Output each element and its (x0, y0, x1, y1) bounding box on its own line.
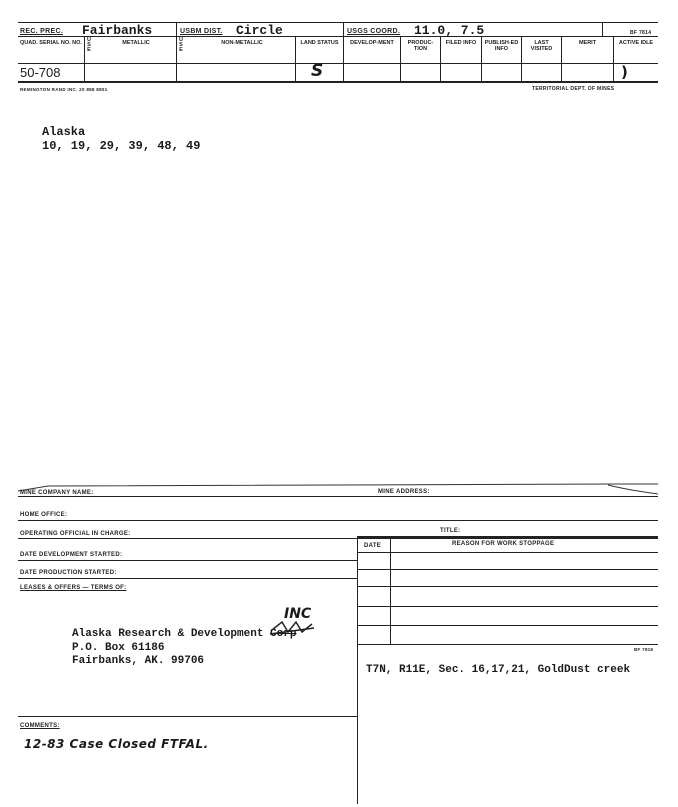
rec-prec-value: Fairbanks (82, 23, 153, 38)
col-land-status: LAND STATUS (300, 40, 339, 46)
address-line-2: P.O. Box 61186 (72, 642, 165, 654)
mine-address-label: MINE ADDRESS: (378, 489, 430, 495)
footer-left: REMINGTON RAND INC. 20 888 8801 (20, 87, 108, 92)
reason-col-label: REASON FOR WORK STOPPAGE (452, 541, 555, 547)
col-production: PRODUC-TION (407, 40, 434, 52)
handwritten-inc: INC (284, 606, 312, 622)
col-quad-serial: QUAD. SERIAL NO. NO. (20, 40, 82, 46)
date-development-label: DATE DEVELOPMENT STARTED: (20, 552, 123, 558)
usbm-dist-value: Circle (236, 23, 283, 38)
location-text: T7N, R11E, Sec. 16,17,21, GoldDust creek (366, 664, 631, 676)
form-number-bottom: BF 7815 (634, 647, 654, 652)
col-use-left: U S E (87, 37, 91, 53)
col-active-idle: ACTIVE IDLE (618, 40, 654, 46)
date-production-label: DATE PRODUCTION STARTED: (20, 570, 117, 576)
mine-company-name-label: MINE COMPANY NAME: (20, 490, 94, 496)
usgs-coord-label: USGS COORD. (347, 28, 401, 35)
comments-label: COMMENTS: (20, 723, 60, 729)
form-number-top: BF 7814 (630, 30, 652, 36)
col-development: DEVELOP-MENT (350, 40, 394, 46)
scribble-mark (268, 618, 318, 640)
address-line-1 (72, 628, 296, 640)
address-line-3: Fairbanks, AK. 99706 (72, 655, 205, 667)
date-col-label: DATE (364, 543, 382, 549)
col-use-right: U S E (179, 37, 183, 53)
body-line-2: 10, 19, 29, 39, 48, 49 (42, 139, 201, 153)
col-published-info: PUBLISH-ED INFO (484, 40, 519, 52)
leases-offers-label: LEASES & OFFERS — TERMS OF: (20, 585, 127, 591)
operating-official-label: OPERATING OFFICIAL IN CHARGE: (20, 531, 131, 537)
address-line-1-main: Alaska Research & Development (72, 628, 264, 640)
footer-right: TERRITORIAL DEPT. OF MINES (532, 86, 615, 92)
address-struck: Corp (270, 628, 297, 640)
home-office-label: HOME OFFICE: (20, 512, 68, 518)
title-label: TITLE: (440, 528, 461, 534)
usbm-dist-label: USBM DIST. (180, 28, 223, 35)
land-status-value: S (311, 61, 324, 81)
body-line-1: Alaska (42, 125, 86, 139)
col-filed-info: FILED INFO (445, 40, 477, 46)
lower-top-edge (18, 476, 658, 496)
col-metallic: METALLIC (122, 40, 150, 46)
comments-value: 12-83 Case Closed FTFAL. (24, 737, 209, 751)
col-merit: MERIT (578, 40, 597, 46)
rec-prec-label: REC. PREC. (20, 28, 64, 35)
usgs-coord-value: 11.0, 7.5 (414, 23, 485, 38)
col-non-metallic: NON-METALLIC (221, 40, 263, 46)
serial-value: 50-708 (20, 65, 61, 80)
col-last-visited: LAST VISITED (530, 40, 553, 52)
active-mark: ) (621, 63, 628, 81)
